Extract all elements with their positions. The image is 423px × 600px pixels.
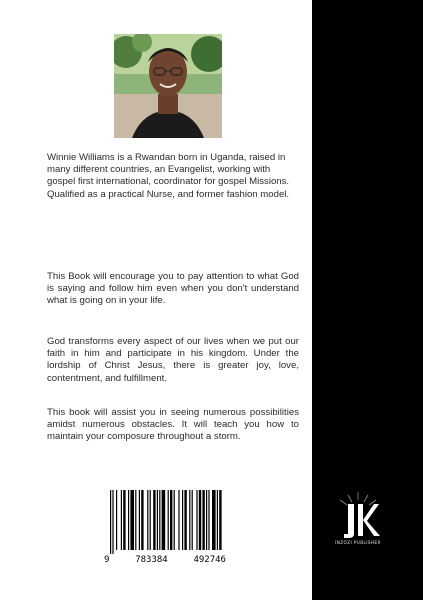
barcode-bar: [153, 490, 155, 550]
barcode-bar: [159, 490, 160, 550]
barcode-bar: [135, 490, 136, 550]
author-photo: [114, 34, 222, 138]
blurb-paragraph-1: This Book will encourage you to pay attention to what God is saying and follow him even when you don't understand what is going on in your life.: [47, 271, 299, 307]
barcode-bar: [189, 490, 190, 550]
barcode-bar: [112, 490, 113, 554]
publisher-name: INZOZI PUBLISHER: [335, 540, 381, 545]
barcode-bar: [139, 490, 140, 550]
barcode-bar: [184, 490, 186, 550]
barcode-bar: [130, 490, 134, 550]
publisher-logo: [322, 490, 394, 556]
barcode-bar: [208, 490, 209, 550]
barcode-bar: [196, 490, 197, 550]
isbn-group-left: 783384: [135, 555, 168, 565]
barcode-bar: [168, 490, 169, 550]
barcode-bar: [162, 490, 166, 550]
barcode-bar: [121, 490, 122, 550]
barcode-bar: [147, 490, 148, 550]
barcode-bar: [178, 490, 179, 550]
blurb-paragraph-2: God transforms every aspect of our lives when we put our faith in him and participate in his kingdom. Under the lordship of Christ Jesus, there is greater joy, love, contentment, and fulfillment.: [47, 336, 299, 384]
barcode-bar: [116, 490, 117, 550]
publisher-monogram-icon: [322, 490, 394, 540]
barcode-bar: [174, 490, 175, 550]
barcode-bar: [170, 490, 172, 550]
barcode-bar: [141, 490, 143, 550]
barcode-bar: [206, 490, 207, 550]
barcode-bar: [199, 490, 201, 550]
barcode-bar: [150, 490, 151, 550]
barcode-bar: [217, 490, 218, 550]
isbn-group-right: 492746: [193, 555, 226, 565]
barcode-bar: [182, 490, 183, 550]
barcode-bar: [157, 490, 158, 550]
isbn-lead-digit: 9: [104, 555, 110, 565]
author-bio: Winnie Williams is a Rwandan born in Uganda, raised in many different countries, an Evangelist, working with gospel first international, coordinator for gospel Missions. Qualified as a practical Nurse, and former fashion model.: [47, 152, 290, 200]
barcode-bar: [110, 490, 111, 554]
barcode-bar: [192, 490, 193, 550]
barcode-bar: [123, 490, 125, 550]
barcode-bar: [212, 490, 216, 550]
barcode-bar: [128, 490, 129, 550]
barcode-bars: [104, 488, 226, 556]
isbn-number: [104, 555, 226, 565]
barcode-bar: [202, 490, 204, 550]
blurb-paragraph-3: This book will assist you in seeing numerous possibilities amidst numerous obstacles. It will teach you how to maintain your composure throughout a storm.: [47, 407, 299, 443]
isbn-barcode: [104, 488, 226, 572]
barcode-bar: [219, 490, 221, 550]
